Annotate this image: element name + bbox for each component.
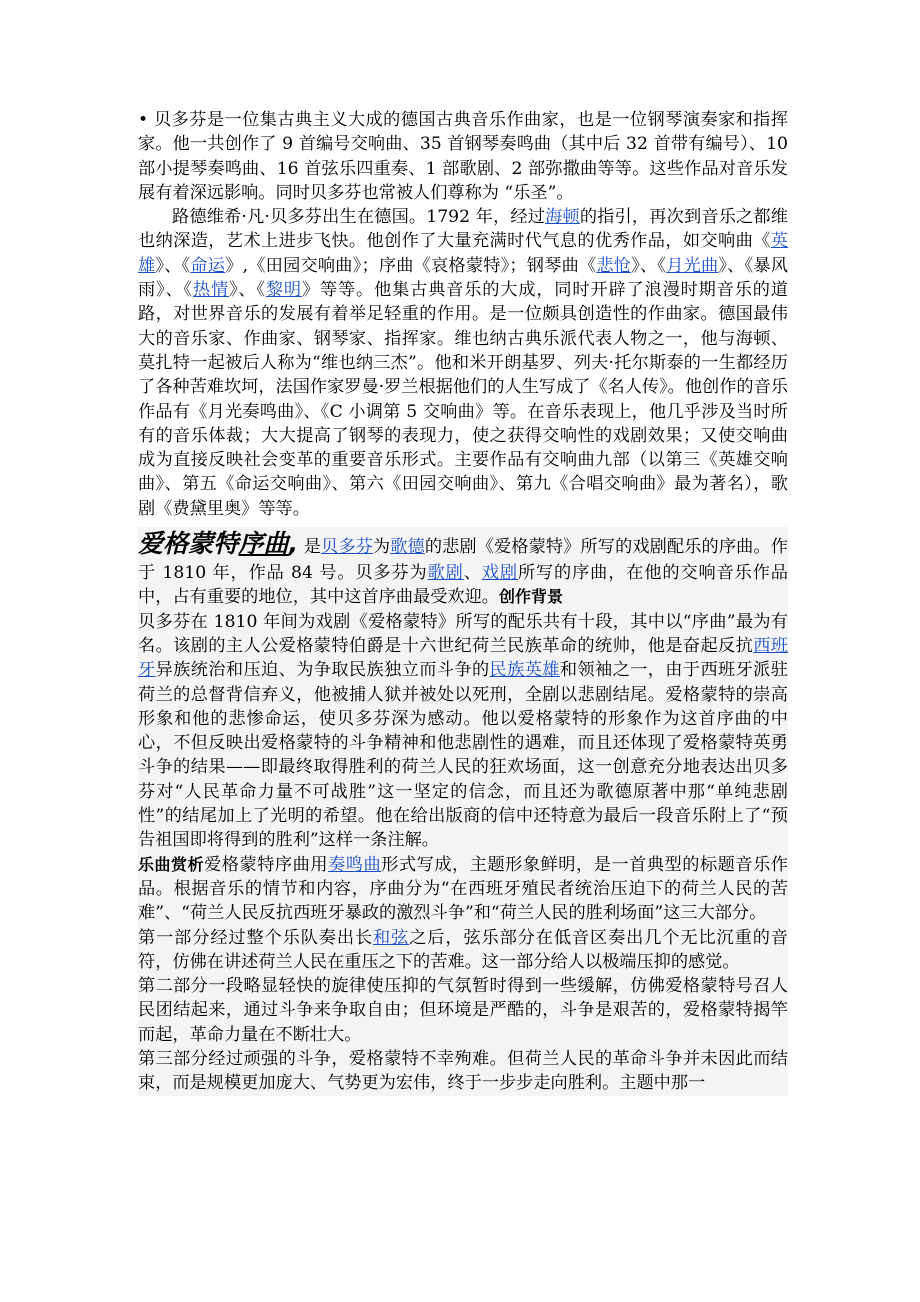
heading-background: 创作背景 [498, 587, 563, 607]
text-run: 异族统治和压迫、为争取民族独立而斗争的 [155, 660, 490, 681]
text-run: 》、《暴风雨》、《 [138, 255, 788, 301]
part-three-paragraph: 第三部分经过顽强的斗争，爱格蒙特不幸殉难。但荷兰人民的革命斗争并未因此而结束，而是规模更加庞大、气势更为宏伟，终于一步步走向胜利。主题中那一 [138, 1048, 788, 1094]
intro-paragraph-2 [138, 205, 788, 521]
text-run: 贝多芬在 1810 年间为戏剧《爱格蒙特》所写的配乐共有十段，其中以“序曲”最为有名。该剧的主人公爱格蒙特伯爵是十六世纪荷兰民族革命的统帅，他是奋起反抗 [138, 611, 788, 656]
text-run: 》、《 [631, 255, 667, 276]
link-beethoven[interactable]: 贝多芬 [321, 537, 373, 558]
background-paragraph [138, 610, 788, 853]
title-part-underlined: 序曲 [238, 529, 289, 559]
text-run: 的指引，再次到音乐之都维也纳深造，艺术上进步飞快。他创作了大量充满时代气息的优秀作品，如交响曲《 [138, 207, 788, 252]
text-run: 、 [463, 563, 482, 584]
text-run: 第一部分经过整个乐队奏出长 [138, 927, 374, 948]
part-one-paragraph [138, 926, 788, 975]
link-fate[interactable]: 命运 [190, 255, 226, 276]
text-run: 是 [303, 537, 322, 558]
link-opera[interactable]: 歌剧 [427, 563, 464, 584]
part-two-paragraph: 第二部分一段略显轻快的旋律使压抑的气氛暂时得到一些缓解，仿佛爱格蒙特号召人民团结起来，通过斗争来争取自由；但环境是严酷的，斗争是艰苦的，爱格蒙特揭竿而起，革命力量在不断壮大。 [138, 976, 788, 1045]
link-national-hero[interactable]: 民族英雄 [489, 660, 560, 681]
egmont-section [138, 527, 788, 1096]
section-title [138, 529, 298, 558]
text-run: 爱格蒙特序曲用 [204, 854, 329, 875]
text-run: 路德维希·凡·贝多芬出生在德国。1792 年，经过 [172, 207, 546, 228]
link-sonata[interactable]: 奏鸣曲 [328, 854, 382, 875]
link-drama[interactable]: 戏剧 [481, 563, 518, 584]
text-run: 的悲剧《爱格蒙特》所写的戏剧配乐的序曲。作于 1810 年，作品 84 号。贝多芬为 [138, 537, 788, 584]
title-comma: , [288, 529, 299, 559]
document-page [138, 108, 788, 1096]
text-run: 所写的序曲，在他的交响音乐作品中，占有重要的地位，其中这首序曲最受欢迎。 [138, 563, 788, 608]
link-eroica[interactable]: 英雄 [138, 231, 788, 276]
heading-appreciation: 乐曲赏析 [138, 854, 205, 874]
text-run: 形式写成，主题形象鲜明，是一首典型的标题音乐作品。根据音乐的情节和内容，序曲分为“在西班牙殖民者统治压迫下的荷兰人民的苦难”、“荷兰人民反抗西班牙暴政的激烈斗争”和“荷兰人民的胜利场面”这三大部分。 [138, 854, 788, 924]
link-pathetique[interactable]: 悲怆 [596, 255, 632, 276]
text-run: 》,《田园交响曲》；序曲《哀格蒙特》；钢琴曲《 [225, 255, 597, 276]
appreciation-paragraph [138, 853, 788, 926]
text-run: 之后，弦乐部分在低音区奏出几个无比沉重的音符，仿佛在讲述荷兰人民在重压之下的苦难。这一部分给人以极端压抑的感觉。 [138, 927, 788, 972]
text-run: 》、《 [155, 255, 191, 276]
link-goethe[interactable]: 歌德 [390, 537, 425, 558]
text-run: 为 [372, 537, 391, 558]
intro-paragraph-1: • 贝多芬是一位集古典主义大成的德国古典音乐作曲家，也是一位钢琴演奏家和指挥家。他一共创作了 9 首编号交响曲、35 首钢琴奏鸣曲（其中后 32 首带有编号）、10 部小提琴奏鸣曲、16 首弦乐四重奏、1 部歌剧、2 部弥撒曲等等。这些作品对音乐发展有着深远影响。同时贝多芬也常被人们尊称为 “乐圣”。 [138, 110, 788, 203]
text-run: 》、《 [229, 280, 266, 301]
text-run: 》等等。他集古典音乐的大成，同时开辟了浪漫时期音乐的道路，对世界音乐的发展有着举足轻重的作用。是一位颇具创造性的作曲家。德国最伟大的音乐家、作曲家、钢琴家、指挥家。维也纳古典乐派代表人物之一，他与海顿、莫扎特一起被后人称为“维也纳三杰”。他和米开朗基罗、列夫·托尔斯泰的一生都经历了各种苦难坎坷，法国作家罗曼·罗兰根据他们的人生写成了《名人传》。他创作的音乐作品有《月光奏鸣曲》、《C 小调第 5 交响曲》等。在音乐表现上，他几乎涉及当时所有的音乐体裁；大大提高了钢琴的表现力，使之获得交响性的戏剧效果；又使交响曲成为直接反映社会变革的重要音乐形式。主要作品有交响曲九部（以第三《英雄交响曲》、第五《命运交响曲》、第六《田园交响曲》、第九《合唱交响曲》最为著名），歌剧《费黛里奥》等等。 [138, 280, 788, 519]
egmont-intro-paragraph [138, 527, 788, 610]
link-moonlight[interactable]: 月光曲 [666, 255, 719, 276]
link-chord[interactable]: 和弦 [373, 927, 410, 948]
link-dawn[interactable]: 黎明 [265, 280, 302, 301]
text-run: 和领袖之一，由于西班牙派驻荷兰的总督背信弃义，他被捕人狱并被处以死刑，全剧以悲剧结尾。爱格蒙特的崇高形象和他的悲惨命运，使贝多芬深为感动。他以爱格蒙特的形象作为这首序曲的中心，不但反映出爱格蒙特的斗争精神和他悲剧性的遇难，而且还体现了爱格蒙特英勇斗争的结果——即最终取得胜利的荷兰人民的狂欢场面，这一创意充分地表达出贝多芬对“人民革命力量不可战胜”这一坚定的信念，而且还为歌德原著中那“单纯悲剧性”的结尾加上了光明的希望。他在给出版商的信中还特意为最后一段音乐附上了“预告祖国即将得到的胜利”这样一条注解。 [138, 660, 788, 851]
link-spain[interactable]: 西班牙 [138, 635, 788, 681]
title-part: 爱格蒙特 [138, 529, 239, 559]
link-haydn[interactable]: 海顿 [545, 207, 580, 228]
link-appassionata[interactable]: 热情 [192, 280, 229, 301]
